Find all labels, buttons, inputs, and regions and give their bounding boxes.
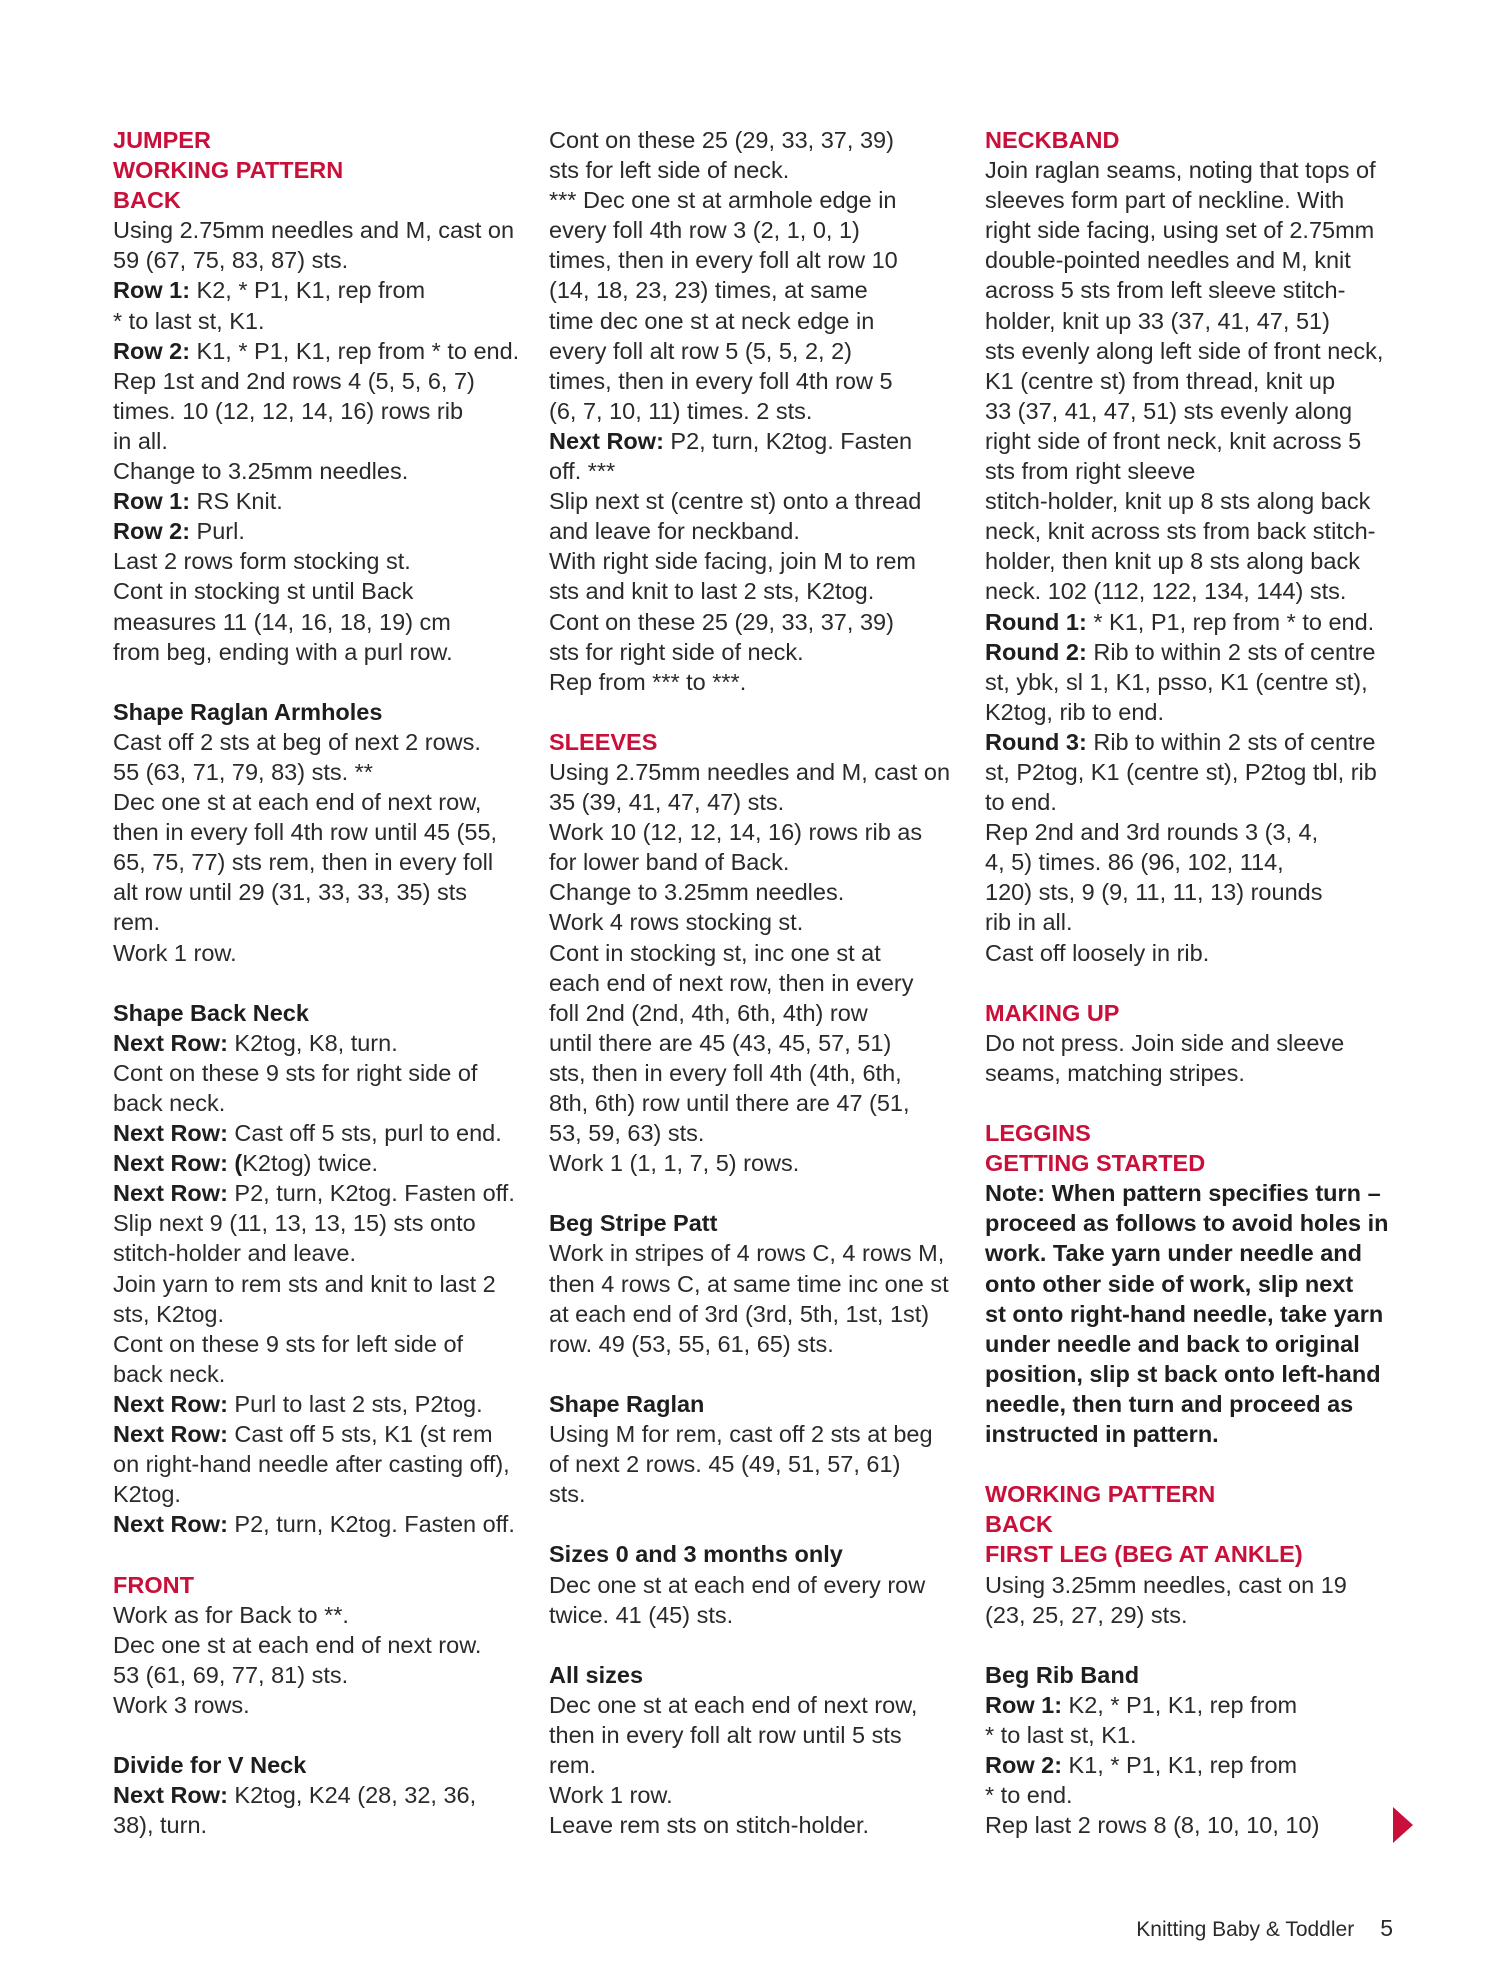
body-line: Using 2.75mm needles and M, cast on [549,758,951,785]
body-line: Last 2 rows form stocking st. [113,548,411,575]
body-line: Rep 1st and 2nd rows 4 (5, 5, 6, 7) [113,367,475,394]
body-line: Cont on these 25 (29, 33, 37, 39) [549,127,894,153]
body-line: times. 10 (12, 12, 14, 16) rows rib [113,397,464,424]
body-line: sts evenly along left side of front neck, [985,337,1384,364]
body-line: 4, 5) times. 86 (96, 102, 114, [985,849,1284,876]
section-heading: JUMPER [113,127,211,153]
body-line: from beg, ending with a purl row. [113,638,453,665]
body-line: *** Dec one st at armhole edge in [549,187,897,214]
subsection-heading: Beg Rib Band [985,1661,1140,1688]
note-line: proceed as follows to avoid holes in [985,1210,1389,1237]
paragraph [549,1660,961,1841]
body-line: Dec one st at each end of next row, [113,789,482,816]
row-label: Next Row: [113,1511,228,1538]
body-line: at each end of 3rd (3rd, 5th, 1st, 1st) [549,1300,930,1327]
section-heading: MAKING UP [985,999,1120,1026]
column-2 [549,125,961,1870]
row-label: Next Row: [113,1120,228,1147]
body-line: Rep last 2 rows 8 (8, 10, 10, 10) [985,1812,1320,1839]
row-label: Row 2: [985,1752,1063,1779]
row-text: K2tog) twice. [242,1150,379,1177]
section-heading: GETTING STARTED [985,1150,1206,1177]
body-line: Dec one st at each end of next row, [549,1691,918,1718]
body-line: Cont in stocking st, inc one st at [549,939,881,966]
instruction-row [113,1389,525,1419]
section-heading: WORKING PATTERN [985,1481,1216,1508]
body-line: measures 11 (14, 16, 18, 19) cm [113,608,451,635]
body-line: (6, 7, 10, 11) times. 2 sts. [549,397,813,424]
body-line: foll 2nd (2nd, 4th, 6th, 4th) row [549,999,868,1026]
instruction-row [985,727,1397,757]
row-label: Next Row: ( [113,1150,243,1177]
body-line: Slip next st (centre st) onto a thread [549,488,922,515]
paragraph [985,125,1397,968]
instruction-row [113,1419,525,1449]
body-line: st, P2tog, K1 (centre st), P2tog tbl, rib [985,758,1377,785]
instruction-row [113,275,525,305]
row-text: P2, turn, K2tog. Fasten off. [227,1180,515,1207]
paragraph [985,1479,1397,1629]
paragraph [113,1750,525,1840]
body-line: Using M for rem, cast off 2 sts at beg [549,1421,933,1448]
body-line: sleeves form part of neckline. With [985,187,1345,214]
body-line: times, then in every foll 4th row 5 [549,367,893,394]
row-label: Next Row: [113,1180,228,1207]
row-text: K1, * P1, K1, rep from * to end. [190,337,520,364]
row-text: Purl. [190,518,245,545]
note-line: st onto right-hand needle, take yarn [985,1300,1384,1327]
body-line: * to end. [985,1782,1073,1809]
row-text: Cast off 5 sts, purl to end. [227,1120,502,1147]
body-line: off. *** [549,458,616,485]
row-text: Rib to within 2 sts of centre [1086,638,1376,665]
row-text: K2, * P1, K1, rep from [1062,1691,1298,1718]
body-line: With right side facing, join M to rem [549,548,916,575]
body-line: sts for right side of neck. [549,638,804,665]
next-page-arrow-icon [1393,1807,1413,1843]
body-line: Work 4 rows stocking st. [549,909,804,936]
paragraph [113,125,525,667]
paragraph [549,1389,961,1509]
body-line: times, then in every foll alt row 10 [549,247,898,274]
body-line: Work 10 (12, 12, 14, 16) rows rib as [549,819,923,846]
row-label: Row 2: [113,337,191,364]
instruction-row [113,336,525,366]
instruction-row [985,637,1397,667]
body-line: Rep 2nd and 3rd rounds 3 (3, 4, [985,819,1319,846]
row-label: Row 1: [113,277,191,304]
body-line: right side facing, using set of 2.75mm [985,217,1375,244]
body-line: right side of front neck, knit across 5 [985,427,1362,454]
row-label: Row 2: [113,518,191,545]
body-line: sts, K2tog. [113,1300,225,1327]
body-line: for lower band of Back. [549,849,790,876]
body-line: every foll alt row 5 (5, 5, 2, 2) [549,337,853,364]
body-line: Cast off 2 sts at beg of next 2 rows. [113,728,481,755]
body-line: Cont on these 9 sts for right side of [113,1059,478,1086]
row-text: * K1, P1, rep from * to end. [1086,608,1375,635]
subsection-heading: Sizes 0 and 3 months only [549,1541,843,1568]
instruction-row [113,1028,525,1058]
row-text: P2, turn, K2tog. Fasten off. [227,1511,515,1538]
subsection-heading: Shape Back Neck [113,999,309,1026]
body-line: K1 (centre st) from thread, knit up [985,367,1336,394]
instruction-row [113,516,525,546]
subsection-heading: Shape Raglan [549,1390,705,1417]
body-line: then 4 rows C, at same time inc one st [549,1270,949,1297]
body-line: 59 (67, 75, 83, 87) sts. [113,247,349,274]
body-line: Using 2.75mm needles and M, cast on [113,217,515,244]
body-line: time dec one st at neck edge in [549,307,875,334]
body-line: back neck. [113,1090,226,1116]
body-line: 35 (39, 41, 47, 47) sts. [549,789,785,816]
body-line: every foll 4th row 3 (2, 1, 0, 1) [549,217,860,244]
body-line: (23, 25, 27, 29) sts. [985,1601,1188,1628]
body-line: stitch-holder and leave. [113,1240,356,1267]
row-text: K2, * P1, K1, rep from [190,277,426,304]
body-line: back neck. [113,1360,226,1387]
row-label: Round 3: [985,728,1087,755]
body-line: and leave for neckband. [549,518,800,545]
row-label: Next Row: [113,1390,228,1417]
body-line: 8th, 6th) row until there are 47 (51, [549,1090,910,1116]
note-line: work. Take yarn under needle and [985,1240,1362,1267]
body-line: Leave rem sts on stitch-holder. [549,1812,870,1839]
body-line: neck. 102 (112, 122, 134, 144) sts. [985,578,1347,605]
body-line: Using 3.25mm needles, cast on 19 [985,1571,1347,1598]
body-line: across 5 sts from left sleeve stitch- [985,277,1346,304]
row-label: Row 1: [113,488,191,515]
body-line: Change to 3.25mm needles. [549,879,845,906]
body-line: Do not press. Join side and sleeve [985,1029,1345,1056]
body-line: 120) sts, 9 (9, 11, 11, 13) rounds [985,879,1323,906]
subsection-heading: Divide for V Neck [113,1752,307,1779]
paragraph [549,1539,961,1629]
body-line: * to last st, K1. [113,307,265,334]
page-number: 5 [1380,1915,1393,1941]
body-line: K2tog. [113,1481,181,1508]
instruction-row [113,1509,525,1539]
body-line: Work 3 rows. [113,1691,250,1718]
body-line: st, ybk, sl 1, K1, psso, K1 (centre st), [985,668,1368,695]
paragraph [549,125,961,697]
instruction-row [113,1780,525,1810]
section-heading: BACK [113,187,181,214]
body-line: Slip next 9 (11, 13, 13, 15) sts onto [113,1210,476,1237]
row-text: Rib to within 2 sts of centre [1086,728,1376,755]
body-line: sts and knit to last 2 sts, K2tog. [549,578,875,605]
body-line: Work 1 row. [113,939,237,966]
body-line: each end of next row, then in every [549,969,914,996]
section-heading: FRONT [113,1571,194,1598]
instruction-row [985,1690,1397,1720]
publication-title: Knitting Baby & Toddler [1136,1918,1355,1941]
body-line: rem. [113,909,160,936]
row-text: K2tog, K24 (28, 32, 36, [227,1782,477,1809]
paragraph [113,998,525,1540]
body-line: K2tog, rib to end. [985,698,1164,725]
body-line: sts for left side of neck. [549,157,790,184]
paragraph [113,1570,525,1720]
row-label: Round 1: [985,608,1087,635]
body-line: 53 (61, 69, 77, 81) sts. [113,1661,349,1688]
body-line: of next 2 rows. 45 (49, 51, 57, 61) [549,1451,901,1478]
body-line: Cont on these 9 sts for left side of [113,1330,464,1357]
body-line: then in every foll 4th row until 45 (55, [113,819,498,846]
subsection-heading: Shape Raglan Armholes [113,698,383,725]
body-line: stitch-holder, knit up 8 sts along back [985,488,1371,515]
body-line: 55 (63, 71, 79, 83) sts. ** [113,758,373,785]
note-line: Note: When pattern specifies turn – [985,1180,1381,1207]
body-line: Change to 3.25mm needles. [113,458,409,485]
body-line: Work 1 row. [549,1782,673,1809]
subsection-heading: All sizes [549,1661,644,1688]
body-line: Rep from *** to ***. [549,668,747,695]
instruction-row [549,426,961,456]
body-line: Cont in stocking st until Back [113,578,414,605]
paragraph [113,697,525,968]
body-line: sts, then in every foll 4th (4th, 6th, [549,1059,902,1086]
paragraph [549,727,961,1178]
body-line: Work 1 (1, 1, 7, 5) rows. [549,1150,800,1177]
section-heading: LEGGINS [985,1120,1091,1147]
body-line: Cast off loosely in rib. [985,939,1210,966]
instruction-row [113,486,525,516]
body-line: 65, 75, 77) sts rem, then in every foll [113,849,494,876]
row-text: P2, turn, K2tog. Fasten [663,427,913,454]
row-label: Row 1: [985,1691,1063,1718]
body-line: Cont on these 25 (29, 33, 37, 39) [549,608,894,635]
body-line: until there are 45 (43, 45, 57, 51) [549,1029,892,1056]
note-line: position, slip st back onto left-hand [985,1360,1381,1387]
paragraph [985,998,1397,1088]
paragraph [985,1118,1397,1449]
section-heading: NECKBAND [985,127,1120,153]
row-label: Round 2: [985,638,1087,665]
note-line: needle, then turn and proceed as [985,1390,1354,1417]
body-line: in all. [113,427,168,454]
instruction-row [985,607,1397,637]
column-1 [113,125,525,1870]
body-line: alt row until 29 (31, 33, 33, 35) sts [113,879,467,906]
section-heading: BACK [985,1511,1053,1538]
body-line: sts. [549,1481,586,1508]
section-heading: WORKING PATTERN [113,157,344,184]
note-line: under needle and back to original [985,1330,1360,1357]
body-line: rem. [549,1752,596,1779]
body-line: row. 49 (53, 55, 61, 65) sts. [549,1330,834,1357]
body-line: sts from right sleeve [985,458,1196,485]
instruction-row [985,1750,1397,1780]
row-text: K2tog, K8, turn. [227,1029,398,1056]
body-line: holder, knit up 33 (37, 41, 47, 51) [985,307,1330,334]
row-text: Purl to last 2 sts, P2tog. [227,1390,483,1417]
page-footer [1136,1915,1393,1942]
body-line: rib in all. [985,909,1073,936]
body-line: Join raglan seams, noting that tops of [985,157,1376,184]
body-line: 53, 59, 63) sts. [549,1120,705,1147]
note-line: instructed in pattern. [985,1421,1219,1448]
instruction-row [113,1118,525,1148]
row-label: Next Row: [549,427,664,454]
row-label: Next Row: [113,1421,228,1448]
body-line: 33 (37, 41, 47, 51) sts evenly along [985,397,1353,424]
body-line: (14, 18, 23, 23) times, at same [549,277,868,304]
body-line: twice. 41 (45) sts. [549,1601,734,1628]
body-line: then in every foll alt row until 5 sts [549,1721,902,1748]
section-heading: FIRST LEG (BEG AT ANKLE) [985,1541,1303,1568]
paragraph [985,1660,1397,1841]
instruction-row [113,1148,525,1178]
body-line: Work in stripes of 4 rows C, 4 rows M, [549,1240,945,1267]
body-line: Dec one st at each end of next row. [113,1631,482,1658]
body-line: double-pointed needles and M, knit [985,247,1351,274]
row-text: RS Knit. [190,488,283,515]
subsection-heading: Beg Stripe Patt [549,1210,718,1237]
body-line: on right-hand needle after casting off), [113,1451,510,1478]
body-line: seams, matching stripes. [985,1059,1245,1086]
body-line: 38), turn. [113,1812,208,1839]
body-line: Join yarn to rem sts and knit to last 2 [113,1270,496,1297]
section-heading: SLEEVES [549,728,658,755]
column-3 [985,125,1397,1870]
body-line: neck, knit across sts from back stitch- [985,518,1376,545]
row-text: Cast off 5 sts, K1 (st rem [227,1421,493,1448]
instruction-row [113,1178,525,1208]
body-line: * to last st, K1. [985,1721,1137,1748]
note-line: onto other side of work, slip next [985,1270,1354,1297]
body-line: Dec one st at each end of every row [549,1571,926,1598]
row-text: K1, * P1, K1, rep from [1062,1752,1298,1779]
row-label: Next Row: [113,1782,228,1809]
body-line: Work as for Back to **. [113,1601,349,1628]
body-line: holder, then knit up 8 sts along back [985,548,1360,575]
row-label: Next Row: [113,1029,228,1056]
body-line: to end. [985,789,1057,816]
paragraph [549,1208,961,1358]
